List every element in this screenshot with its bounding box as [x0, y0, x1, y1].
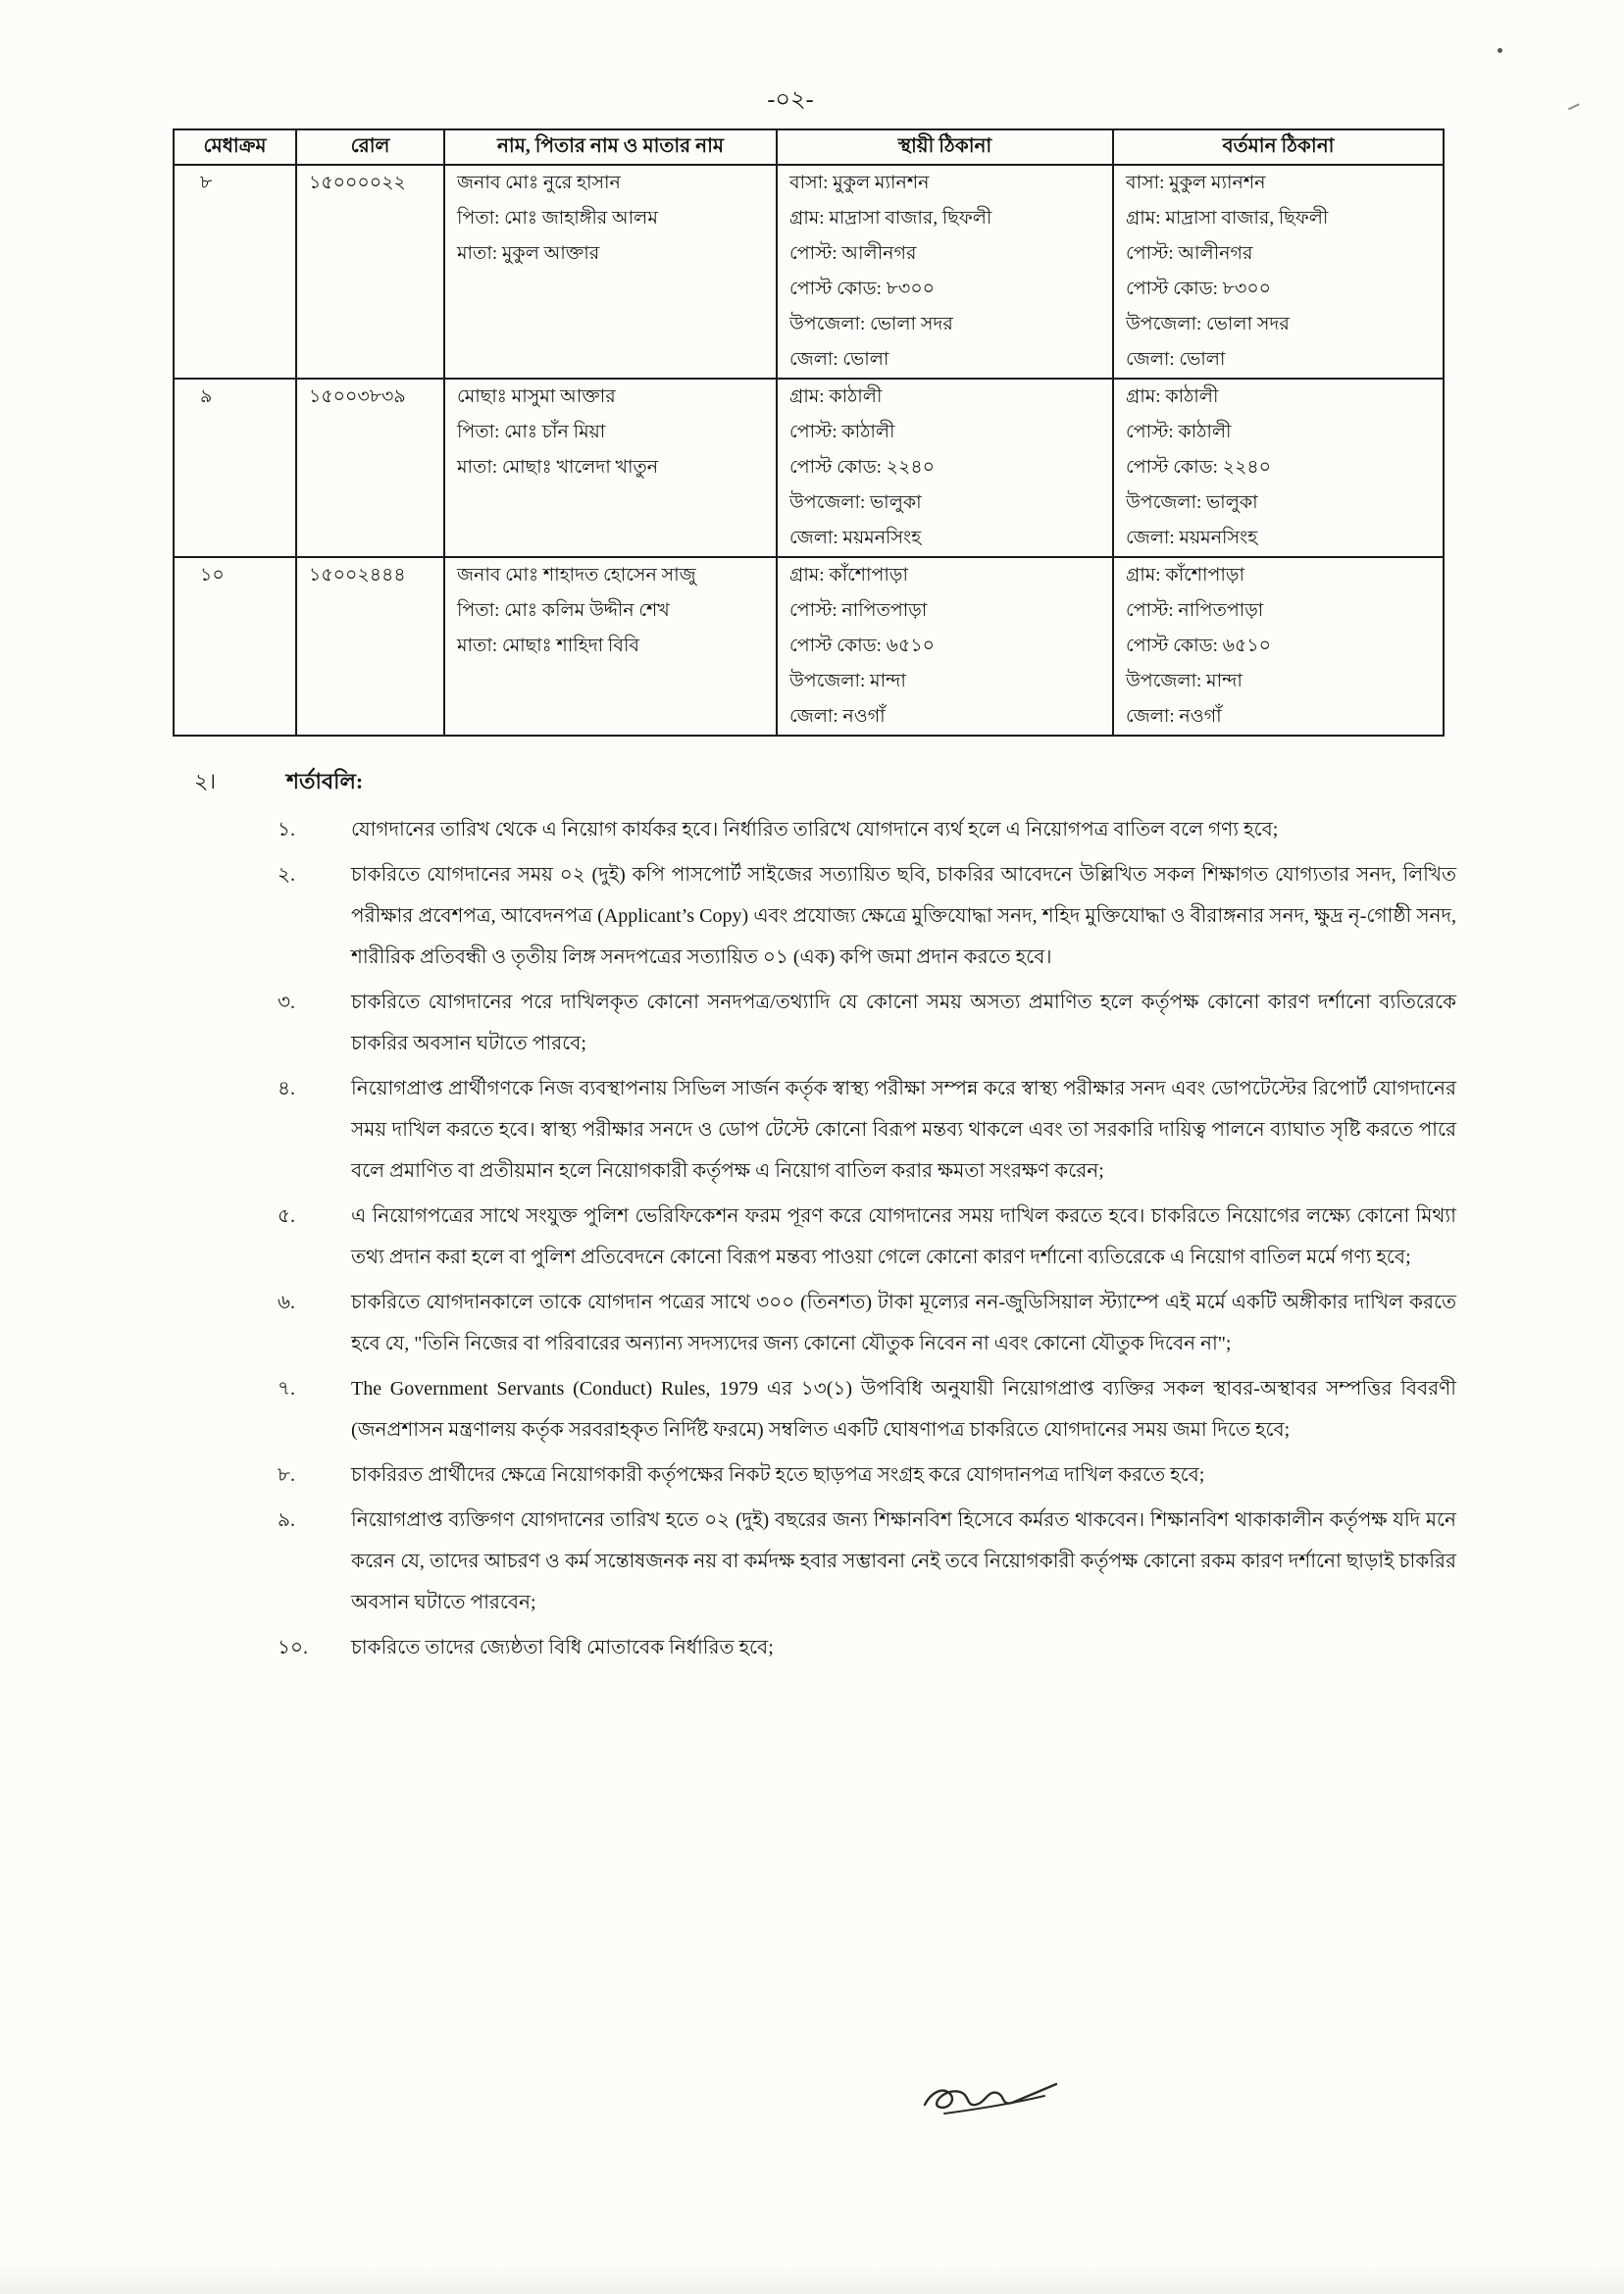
condition-number: ৮.: [278, 1464, 295, 1486]
conditions-section: [0, 760, 1624, 1672]
table-row: [174, 379, 1444, 557]
section-title: শর্তাবলি:: [286, 769, 364, 793]
page-header: [0, 0, 1624, 128]
cell-name: [444, 557, 777, 736]
address-line: পোস্ট কোড: ৬৫১০: [1126, 636, 1272, 656]
condition-text: নিয়োগপ্রাপ্ত ব্যক্তিগণ যোগদানের তারিখ হতে ০২ (দুই) বছরের জন্য শিক্ষানবিশ হিসেবে কর্মরত থাকবেন। শিক্ষানবিশ থাকাকালীন কর্তৃপক্ষ যদি মনে করেন যে, তাদের আচরণ ও কর্ম সন্তোষজনক নয় বা কর্মদক্ষ হবার সম্ভাবনা নেই তবে নিয়োগকারী কর্তৃপক্ষ কোনো রকম কারণ দর্শানো ছাড়াই চাকরির অবসান ঘটাতে পারবেন;: [351, 1509, 1456, 1613]
table-row: [174, 557, 1444, 736]
condition-number: ২.: [278, 864, 296, 886]
address-line: পোস্ট: নাপিতপাড়া: [1126, 600, 1264, 621]
condition-text: চাকরিতে তাদের জ্যেষ্ঠতা বিধি মোতাবেক নির্ধারিত হবে;: [351, 1637, 774, 1658]
mother-line: মাতা: মুকুল আক্তার: [457, 243, 600, 264]
address-line: জেলা: ভোলা: [1126, 349, 1226, 370]
condition-text: চাকরিতে যোগদানের সময় ০২ (দুই) কপি পাসপোর্ট সাইজের সত্যায়িত ছবি, চাকরির আবেদনে উল্লিখিত সকল শিক্ষাগত যোগ্যতার সনদ, লিখিত পরীক্ষার প্রবেশপত্র, আবেদনপত্র (Applicant’s Copy) এবং প্রযোজ্য ক্ষেত্রে মুক্তিযোদ্ধা সনদ, শহিদ মুক্তিযোদ্ধা ও বীরাঙ্গনার সনদ, ক্ষুদ্র নৃ-গোষ্ঠী সনদ, শারীরিক প্রতিবন্ধী ও তৃতীয় লিঙ্গ সনদপত্রের সত্যায়িত ০১ (এক) কপি জমা প্রদান করতে হবে।: [351, 864, 1456, 968]
condition-number: ৬.: [278, 1292, 296, 1313]
cell-current-address: [1113, 557, 1444, 736]
address-line: উপজেলা: মান্দা: [789, 671, 906, 691]
condition-text: নিয়োগপ্রাপ্ত প্রার্থীগণকে নিজ ব্যবস্থাপনায় সিভিল সার্জন কর্তৃক স্বাস্থ্য পরীক্ষা সম্পন্ন করে স্বাস্থ্য পরীক্ষার সনদ এবং ডোপটেস্টের রিপোর্ট যোগদানের সময় দাখিল করতে হবে। স্বাস্থ্য পরীক্ষার সনদে ও ডোপ টেস্টে কোনো বিরূপ মন্তব্য থাকলে এবং তা সরকারি দায়িত্ব পালনে ব্যাঘাত সৃষ্টি করতে পারে বলে প্রমাণিত বা প্রতীয়মান হলে নিয়োগকারী কর্তৃপক্ষ এ নিয়োগ বাতিল করার ক্ষমতা সংরক্ষণ করেন;: [351, 1078, 1456, 1182]
cell-name: [444, 379, 777, 557]
address-line: গ্রাম: মাদ্রাসা বাজার, ছিফলী: [1126, 208, 1329, 229]
address-line: পোস্ট: কাঠালী: [1126, 422, 1232, 442]
header-name: নাম, পিতার নাম ও মাতার নাম: [444, 129, 777, 165]
signature: [917, 2075, 1064, 2122]
father-line: পিতা: মোঃ জাহাঙ্গীর আলম: [457, 208, 658, 229]
address-line: জেলা: নওগাঁ: [789, 706, 886, 727]
address-line: উপজেলা: ভোলা সদর: [1126, 314, 1290, 334]
header-roll: রোল: [296, 129, 444, 165]
header-merit: মেধাক্রম: [174, 129, 296, 165]
table-header-row: [174, 129, 1444, 165]
header-current-address: বর্তমান ঠিকানা: [1113, 129, 1444, 165]
conditions-list: [0, 809, 1624, 1668]
address-line: জেলা: ময়মনসিংহ: [1126, 528, 1258, 548]
address-line: গ্রাম: কাঁশোপাড়া: [789, 565, 908, 586]
address-line: পোস্ট কোড: ৮৩০০: [789, 279, 936, 299]
table-row: [174, 165, 1444, 379]
section-number: ২।: [194, 769, 217, 793]
address-line: গ্রাম: কাঠালী: [1126, 386, 1219, 407]
condition-item: [0, 1196, 1624, 1278]
cell-permanent-address: [777, 165, 1113, 379]
condition-number: ৩.: [278, 992, 296, 1013]
address-line: উপজেলা: ভালুকা: [1126, 492, 1258, 513]
condition-text: The Government Servants (Conduct) Rules, 1979 এর ১৩(১) উপবিধি অনুযায়ী নিয়োগপ্রাপ্ত ব্যক্তির সকল স্থাবর-অস্থাবর সম্পত্তির বিবরণী (জনপ্রশাসন মন্ত্রণালয় কর্তৃক সরবরাহকৃত নির্দিষ্ট ফরমে) সম্বলিত একটি ঘোষণাপত্র চাকরিতে যোগদানের সময় জমা দিতে হবে;: [351, 1378, 1456, 1441]
page-bottom-margin: [0, 2127, 1624, 2294]
address-line: গ্রাম: কাঠালী: [789, 386, 883, 407]
address-line: পোস্ট: আলীনগর: [789, 243, 917, 264]
address-line: পোস্ট কোড: ২২৪০: [789, 457, 936, 478]
address-line: পোস্ট কোড: ২২৪০: [1126, 457, 1272, 478]
condition-number: ৭.: [278, 1378, 296, 1400]
address-line: গ্রাম: কাঁশোপাড়া: [1126, 565, 1244, 586]
cell-current-address: [1113, 165, 1444, 379]
mother-line: মাতা: মোছাঃ খালেদা খাতুন: [457, 457, 659, 478]
address-line: বাসা: মুকুল ম্যানশন: [1126, 173, 1266, 193]
signature-area: [0, 2075, 1624, 2127]
father-line: পিতা: মোঃ চাঁন মিয়া: [457, 422, 606, 442]
condition-text: চাকরিতে যোগদানের পরে দাখিলকৃত কোনো সনদপত্র/তথ্যাদি যে কোনো সময় অসত্য প্রমাণিত হলে কর্তৃপক্ষ কোনো কারণ দর্শানো ব্যতিরেকে চাকরির অবসান ঘটাতে পারবে;: [351, 992, 1456, 1054]
address-line: জেলা: নওগাঁ: [1126, 706, 1222, 727]
condition-item: [0, 982, 1624, 1064]
condition-number: ৯.: [278, 1509, 295, 1531]
condition-text: চাকরিতে যোগদানকালে তাকে যোগদান পত্রের সাথে ৩০০ (তিনশত) টাকা মূল্যের নন-জুডিসিয়াল স্ট্যাম্পে এই মর্মে একটি অঙ্গীকার দাখিল করতে হবে যে, "তিনি নিজের বা পরিবারের অন্যান্য সদস্যদের জন্য কোনো যৌতুক নিবেন না এবং কোনো যৌতুক দিবেন না";: [351, 1292, 1456, 1354]
cell-permanent-address: [777, 379, 1113, 557]
cell-roll: ১৫০০২৪৪৪: [296, 557, 444, 736]
cell-roll: ১৫০০৩৮৩৯: [296, 379, 444, 557]
table-wrapper: [0, 128, 1624, 737]
condition-item: [0, 854, 1624, 978]
condition-text: চাকরিরত প্রার্থীদের ক্ষেত্রে নিয়োগকারী কর্তৃপক্ষের নিকট হতে ছাড়পত্র সংগ্রহ করে যোগদানপত্র দাখিল করতে হবে;: [351, 1464, 1205, 1486]
page-number: -০২-: [767, 87, 814, 113]
address-line: পোস্ট: কাঠালী: [789, 422, 895, 442]
condition-number: ১০.: [278, 1637, 308, 1658]
address-line: উপজেলা: ভালুকা: [789, 492, 922, 513]
cell-merit: ৮: [174, 165, 296, 379]
name-line: জনাব মোঃ নুরে হাসান: [457, 173, 621, 193]
condition-number: ৪.: [278, 1078, 295, 1099]
condition-text: এ নিয়োগপত্রের সাথে সংযুক্ত পুলিশ ভেরিফিকেশন ফরম পূরণ করে যোগদানের সময় দাখিল করতে হবে। চাকরিতে নিয়োগের লক্ষ্যে কোনো মিথ্যা তথ্য প্রদান করা হলে বা পুলিশ প্রতিবেদনে কোনো বিরূপ মন্তব্য পাওয়া গেলে কোনো কারণ দর্শানো ব্যতিরেকে এ নিয়োগ বাতিল মর্মে গণ্য হবে;: [351, 1205, 1456, 1268]
address-line: পোস্ট কোড: ৮৩০০: [1126, 279, 1272, 299]
condition-text: যোগদানের তারিখ থেকে এ নিয়োগ কার্যকর হবে। নির্ধারিত তারিখে যোগদানে ব্যর্থ হলে এ নিয়োগপত্র বাতিল বলে গণ্য হবে;: [351, 819, 1279, 841]
mother-line: মাতা: মোছাঃ শাহিদা বিবি: [457, 636, 639, 656]
address-line: জেলা: ময়মনসিংহ: [789, 528, 922, 548]
condition-number: ১.: [278, 819, 295, 841]
condition-item: [0, 1454, 1624, 1496]
condition-number: ৫.: [278, 1205, 295, 1227]
address-line: পোস্ট কোড: ৬৫১০: [789, 636, 936, 656]
name-line: মোছাঃ মাসুমা আক্তার: [457, 386, 616, 407]
condition-item: [0, 1627, 1624, 1668]
address-line: বাসা: মুকুল ম্যানশন: [789, 173, 930, 193]
address-line: পোস্ট: আলীনগর: [1126, 243, 1253, 264]
cell-name: [444, 165, 777, 379]
candidates-table: [173, 128, 1445, 737]
conditions-heading: [0, 760, 1624, 803]
cell-merit: ১০: [174, 557, 296, 736]
address-line: উপজেলা: মান্দা: [1126, 671, 1243, 691]
address-line: পোস্ট: নাপিতপাড়া: [789, 600, 928, 621]
cell-merit: ৯: [174, 379, 296, 557]
father-line: পিতা: মোঃ কলিম উদ্দীন শেখ: [457, 600, 670, 621]
condition-item: [0, 1282, 1624, 1364]
condition-item: [0, 1500, 1624, 1623]
condition-item: [0, 1068, 1624, 1192]
cell-roll: ১৫০০০০২২: [296, 165, 444, 379]
cell-permanent-address: [777, 557, 1113, 736]
address-line: জেলা: ভোলা: [789, 349, 889, 370]
condition-item: [0, 1368, 1624, 1451]
page-spacer: [0, 1672, 1624, 2075]
address-line: উপজেলা: ভোলা সদর: [789, 314, 953, 334]
address-line: গ্রাম: মাদ্রাসা বাজার, ছিফলী: [789, 208, 992, 229]
condition-item: [0, 809, 1624, 850]
header-permanent-address: স্থায়ী ঠিকানা: [777, 129, 1113, 165]
cell-current-address: [1113, 379, 1444, 557]
name-line: জনাব মোঃ শাহাদত হোসেন সাজু: [457, 565, 696, 586]
